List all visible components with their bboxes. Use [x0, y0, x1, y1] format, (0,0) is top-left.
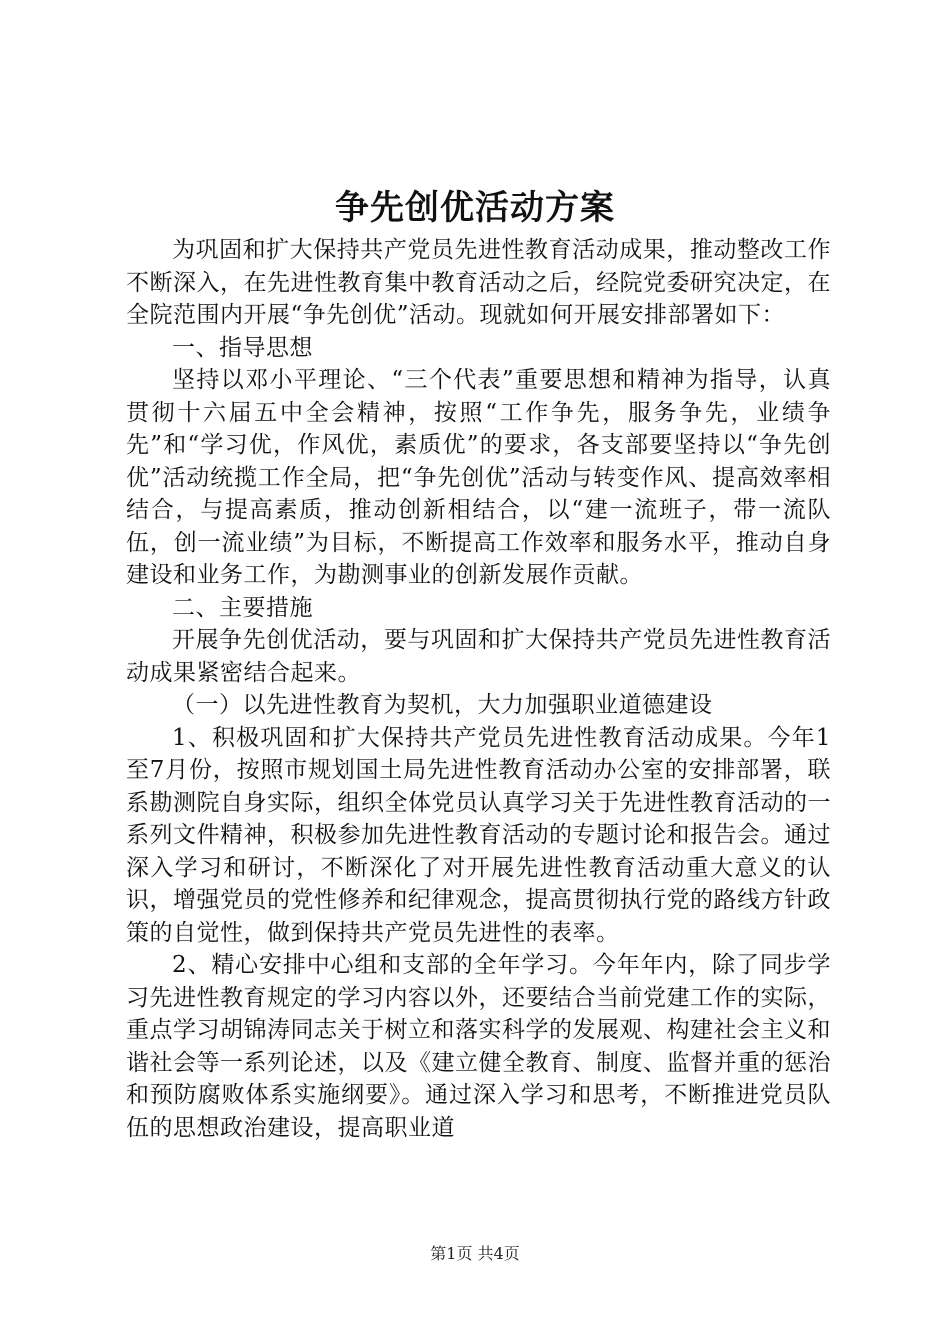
section-heading-guiding-thought: 一、指导思想 — [172, 334, 313, 361]
subsection-heading-1: （一）以先进性教育为契机，大力加强职业道德建设 — [172, 692, 713, 718]
guiding-thought-paragraph: 坚持以邓小平理论、“三个代表”重要思想和精神为指导，认真贯彻十六届五中全会精神，按照“工作争先，服务争先，业绩争先”和“学习优，作风优，素质优”的要求，各支部要坚持以“争先创优”活动统揽工作全局，把“争先创优”活动与转变作风、提高效率相结合，与提高素质，推动创新相结合，以“建一流班子，带一流队伍，创一流业绩”为目标，不断提高工作效率和服务水平，推动自身建设和业务工作，为勘测事业的创新发展作贡献。 — [126, 367, 831, 588]
measure-item-2: 2、精心安排中心组和支部的全年学习。今年年内，除了同步学习先进性教育规定的学习内容以外，还要结合当前党建工作的实际，重点学习胡锦涛同志关于树立和落实科学的发展观、构建社会主义和谐社会等一系列论述，以及《建立健全教育、制度、监督并重的惩治和预防腐败体系实施纲要》。通过深入学习和思考，不断推进党员队伍的思想政治建设，提高职业道 — [126, 952, 831, 1141]
document-body — [126, 234, 831, 1144]
measure-item-1: 1、积极巩固和扩大保持共产党员先进性教育活动成果。今年1至7月份，按照市规划国土局先进性教育活动办公室的安排部署，联系勘测院自身实际，组织全体党员认真学习关于先进性教育活动的一系列文件精神，积极参加先进性教育活动的专题讨论和报告会。通过深入学习和研讨，不断深化了对开展先进性教育活动重大意义的认识，增强党员的党性修养和纪律观念，提高贯彻执行党的路线方针政策的自觉性，做到保持共产党员先进性的表率。 — [126, 724, 831, 946]
page-footer: 第1页 共4页 — [430, 1244, 520, 1263]
main-measures-paragraph: 开展争先创优活动，要与巩固和扩大保持共产党员先进性教育活动成果紧密结合起来。 — [126, 627, 831, 686]
document-title: 争先创优活动方案 — [335, 188, 615, 228]
section-heading-main-measures: 二、主要措施 — [172, 594, 313, 621]
intro-paragraph: 为巩固和扩大保持共产党员先进性教育活动成果，推动整改工作不断深入，在先进性教育集中教育活动之后，经院党委研究决定，在全院范围内开展“争先创优”活动。现就如何开展安排部署如下： — [126, 237, 831, 328]
